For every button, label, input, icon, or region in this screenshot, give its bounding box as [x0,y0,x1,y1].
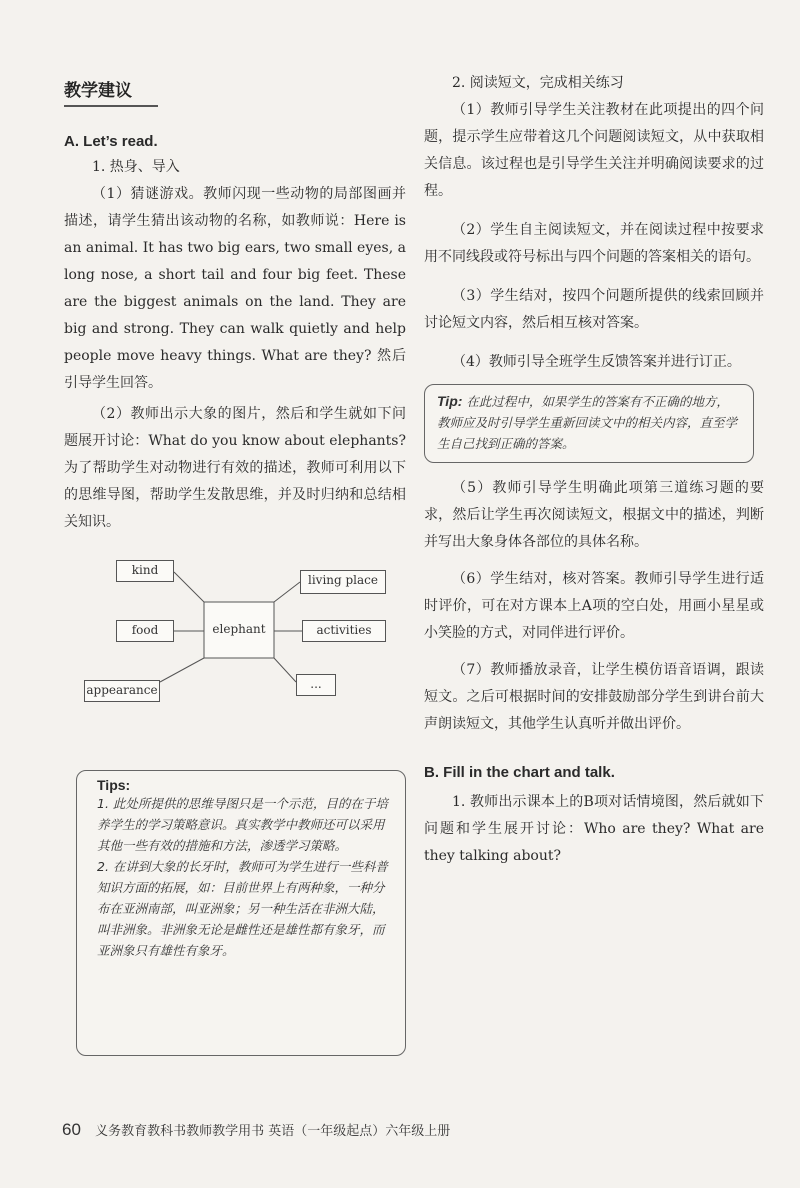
paragraph-r6: （6）学生结对，核对答案。教师引导学生进行适时评价，可在对方课本上A项的空白处，用画小星星或小笑脸的方式，对同伴进行评价。 [424,571,764,641]
paragraph-r4: （4）教师引导全班学生反馈答案并进行订正。 [452,354,741,370]
mind-map-activities: activities [302,620,386,642]
tip-text: 在此过程中，如果学生的答案有不正确的地方，教师应及时引导学生重新回读文中的相关内容，直至学生自己找到正确的答案。 [437,394,738,451]
part-b-heading: B. Fill in the chart and talk. [424,764,615,781]
mind-map-kind: kind [116,560,174,582]
tip-label: Tip: [437,393,463,409]
mind-map-food: food [116,620,174,642]
tip-1: 1. 此处所提供的思维导图只是一个示范，目的在于培养学生的学习策略意识。真实教学中教师还可以采用其他一些有效的措施和方法，渗透学习策略。 [97,796,388,853]
tips-box [76,770,406,1056]
line-appearance [160,658,204,682]
paragraph-r3: （3）学生结对，按四个问题所提供的线索回顾并讨论短文内容，然后相互核对答案。 [424,288,764,331]
part-a-heading: A. Let’s read. [64,133,158,150]
paragraph-elephant-discussion: （2）教师出示大象的图片，然后和学生就如下问题展开讨论：What do you know about elephants? 为了帮助学生对动物进行有效的描述，教师可利用以下的思维导图，帮助学生发散思维，并及时归纳和总结相关知识。 [64,406,406,530]
right-column [424,70,764,870]
step-2-title: 2. 阅读短文，完成相关练习 [452,75,624,91]
paragraph-r2: （2）学生自主阅读短文，并在阅读过程中按要求用不同线段或符号标出与四个问题的答案相关的语句。 [424,222,764,265]
paragraph-b1: 1. 教师出示课本上的B项对话情境图，然后就如下问题和学生展开讨论：Who are they? What are they talking about? [424,794,764,864]
mind-map-more: ... [296,674,336,696]
step-1-title: 1. 热身、导入 [92,159,180,175]
book-title: 义务教育教科书教师教学用书 英语（一年级起点）六年级上册 [95,1124,451,1139]
paragraph-r1: （1）教师引导学生关注教材在此项提出的四个问题，提示学生应带着这几个问题阅读短文，从中获取相关信息。该过程也是引导学生关注并明确阅读要求的过程。 [424,102,764,199]
paragraph-r5: （5）教师引导学生明确此项第三道练习题的要求，然后让学生再次阅读短文，根据文中的描述，判断并写出大象身体各部位的具体名称。 [424,480,764,550]
section-title: 教学建议 [64,76,158,107]
mind-map-center: elephant [212,622,266,636]
mind-map-living-place: living place [300,570,386,594]
line-kind [174,572,204,602]
paragraph-r7: （7）教师播放录音，让学生模仿语音语调，跟读短文。之后可根据时间的安排鼓励部分学生到讲台前大声朗读短文，其他学生认真听并做出评价。 [424,662,764,732]
line-more [274,658,296,682]
paragraph-guessing-game: （1）猜谜游戏。教师闪现一些动物的局部图画并描述，请学生猜出该动物的名称，如教师说：Here is an animal. It has two big ears, two small eyes, a long nose, a short tail and four big feet. These are the biggest animals on the land. They are big and strong. They can walk quietly and help people move heavy things. What are they? 然后引导学生回答。 [64,186,406,391]
mind-map-appearance: appearance [84,680,160,702]
line-living-place [274,582,300,602]
mind-map [64,552,406,722]
left-column [64,76,406,722]
page-number: 60 [62,1120,81,1139]
page-footer [62,1120,450,1140]
tip-box-right [424,384,754,463]
tip-2: 2. 在讲到大象的长牙时，教师可为学生进行一些科普知识方面的拓展，如：目前世界上有两种象，一种分布在亚洲南部，叫亚洲象；另一种生活在非洲大陆，叫非洲象。非洲象无论是雌性还是雄性都有象牙，而亚洲象只有雄性有象牙。 [97,859,388,958]
tips-title: Tips: [97,777,131,793]
